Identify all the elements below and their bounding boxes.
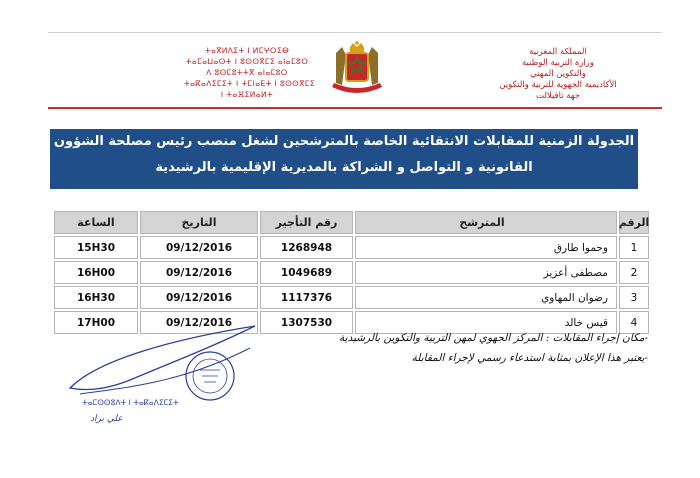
table-row xyxy=(52,285,649,310)
title-line-1: الجدولة الزمنية للمقابلات الانتقائية الخاصة بالمترشحين لشغل منصب رئيس مصلحة الشؤون xyxy=(53,134,635,149)
row-date: 09/12/2016 xyxy=(140,311,258,334)
tifinagh-line: ⵜⴰⴳⵍⴷⵉⵜ ⵏ ⵍⵎⵖⵔⵉⴱ xyxy=(204,46,290,55)
row-candidate: قيس خالد xyxy=(355,311,617,334)
ministry-line: والتكوين المهني xyxy=(530,69,586,79)
row-candidate: رضوان المهاوي xyxy=(355,286,617,309)
table-header-row xyxy=(52,210,649,235)
header-date: التاريخ xyxy=(140,211,258,234)
row-time: 17H00 xyxy=(54,311,138,334)
letterhead xyxy=(48,32,662,109)
header-id: رقم التأجير xyxy=(260,211,353,234)
tifinagh-heading xyxy=(184,45,315,100)
signatory-name: علي براد xyxy=(90,414,123,424)
row-id: 1307530 xyxy=(260,311,353,334)
row-number: 3 xyxy=(619,286,649,309)
ministry-line: جهة تافيلالت xyxy=(535,91,581,101)
header-number: الرقم xyxy=(619,211,649,234)
ministry-line: الأكاديمية الجهوية للتربية والتكوين xyxy=(499,80,617,90)
notes-section xyxy=(268,328,648,368)
row-time: 15H30 xyxy=(54,236,138,259)
row-number: 2 xyxy=(619,261,649,284)
row-time: 16H00 xyxy=(54,261,138,284)
row-date: 09/12/2016 xyxy=(140,286,258,309)
signature-block xyxy=(60,318,270,438)
title-line-2: القانونية و التواصل و الشراكة بالمديرية الإقليمية بالرشيدية xyxy=(155,160,533,175)
row-number: 4 xyxy=(619,311,649,334)
ministry-line: وزارة التربية الوطنية xyxy=(521,58,595,68)
row-id: 1049689 xyxy=(260,261,353,284)
signature-title-tifinagh: ⵜⴰⵎⵙⵙⵓⴷⵜ ⵏ ⵜⴰⴽⴰⴷⵉⵎⵉⵜ xyxy=(82,398,179,407)
ministry-line: المملكة المغربية xyxy=(529,47,587,57)
table-row xyxy=(52,260,649,285)
document-title xyxy=(50,129,638,189)
row-date: 09/12/2016 xyxy=(140,261,258,284)
note-official-summons: -يعتبر هذا الإعلان بمثابة استدعاء رسمي لإجراء المقابلة xyxy=(411,352,648,364)
signature-scribble xyxy=(60,318,270,408)
row-time: 16H30 xyxy=(54,286,138,309)
tifinagh-line: ⴷ ⵓⵙⵎⵓⵜⵜⴳ ⴰⵏⴰⵎⵓⵔ xyxy=(206,68,288,77)
row-number: 1 xyxy=(619,236,649,259)
row-candidate: مصطفى أعزيز xyxy=(355,261,617,284)
note-location: -مكان إجراء المقابلات : المركز الجهوي لمهن التربية والتكوين بالرشيدية xyxy=(339,332,648,344)
table-row xyxy=(52,235,649,260)
row-date: 09/12/2016 xyxy=(140,236,258,259)
tifinagh-line: ⵜⴰⴽⴰⴷⵉⵎⵉⵜ ⵏ ⵜⵎⵏⴰⴹⵜ ⵏ ⵓⵙⵙⴳⵎⵉ xyxy=(184,79,315,88)
row-id: 1268948 xyxy=(260,236,353,259)
row-id: 1117376 xyxy=(260,286,353,309)
row-candidate: وحموا طارق xyxy=(355,236,617,259)
tifinagh-line: ⵏ ⵜⴰⴼⵉⵍⴰⵍⵜ xyxy=(220,90,274,99)
interview-schedule-table xyxy=(52,210,649,335)
header-time: الساعة xyxy=(54,211,138,234)
tifinagh-line: ⵜⴰⵎⴰⵡⴰⵙⵜ ⵏ ⵓⵙⵙⴳⵎⵉ ⴰⵏⴰⵎⵓⵔ xyxy=(185,57,309,66)
header-candidate: المترشح xyxy=(355,211,617,234)
coat-of-arms-emblem xyxy=(324,39,390,99)
ministry-heading xyxy=(460,47,656,102)
